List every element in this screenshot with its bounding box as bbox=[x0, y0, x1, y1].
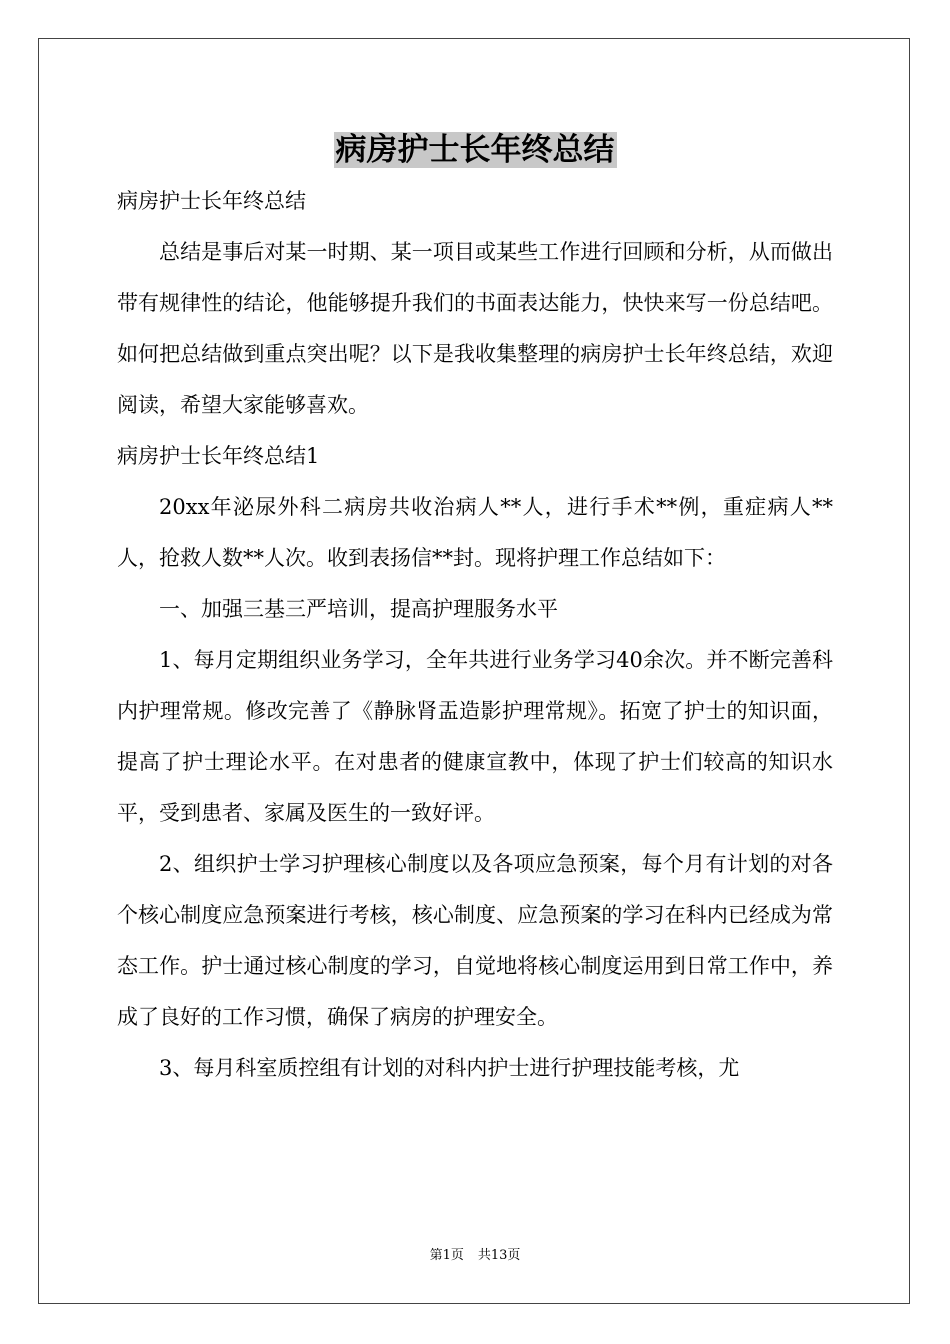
page-total: 共13页 bbox=[477, 1248, 521, 1263]
paragraph-heading-one: 一、加强三基三严培训，提高护理服务水平 bbox=[159, 597, 558, 621]
document-title bbox=[0, 126, 950, 174]
paragraph-intro: 总结是事后对某一时期、某一项目或某些工作进行回顾和分析，从而做出带有规律性的结论，他能够提升我们的书面表达能力，快快来写一份总结吧。如何把总结做到重点突出呢？以下是我收集整理的病房护士长年终总结，欢迎阅读，希望大家能够喜欢。 bbox=[117, 240, 833, 417]
paragraph-section-heading: 病房护士长年终总结1 bbox=[117, 444, 320, 468]
document-title-text: 病房护士长年终总结 bbox=[335, 132, 615, 168]
paragraph-item-2: 2、组织护士学习护理核心制度以及各项应急预案，每个月有计划的对各个核心制度应急预案进行考核，核心制度、应急预案的学习在科内已经成为常态工作。护士通过核心制度的学习，自觉地将核心制度运用到日常工作中，养成了良好的工作习惯，确保了病房的护理安全。 bbox=[117, 852, 833, 1029]
paragraph-subtitle: 病房护士长年终总结 bbox=[117, 189, 306, 213]
document-body bbox=[117, 176, 833, 1094]
paragraph-item-3: 3、每月科室质控组有计划的对科内护士进行护理技能考核，尤 bbox=[159, 1056, 740, 1080]
paragraph-item-1: 1、每月定期组织业务学习，全年共进行业务学习40余次。并不断完善科内护理常规。修改完善了《静脉肾盂造影护理常规》。拓宽了护士的知识面，提高了护士理论水平。在对患者的健康宣教中，体现了护士们较高的知识水平，受到患者、家属及医生的一致好评。 bbox=[117, 648, 833, 825]
page-number: 第1页 bbox=[429, 1248, 464, 1263]
page-footer bbox=[0, 1244, 950, 1263]
paragraph-summary: 20xx年泌尿外科二病房共收治病人**人，进行手术**例，重症病人**人，抢救人数**人次。收到表扬信**封。现将护理工作总结如下： bbox=[117, 495, 833, 570]
